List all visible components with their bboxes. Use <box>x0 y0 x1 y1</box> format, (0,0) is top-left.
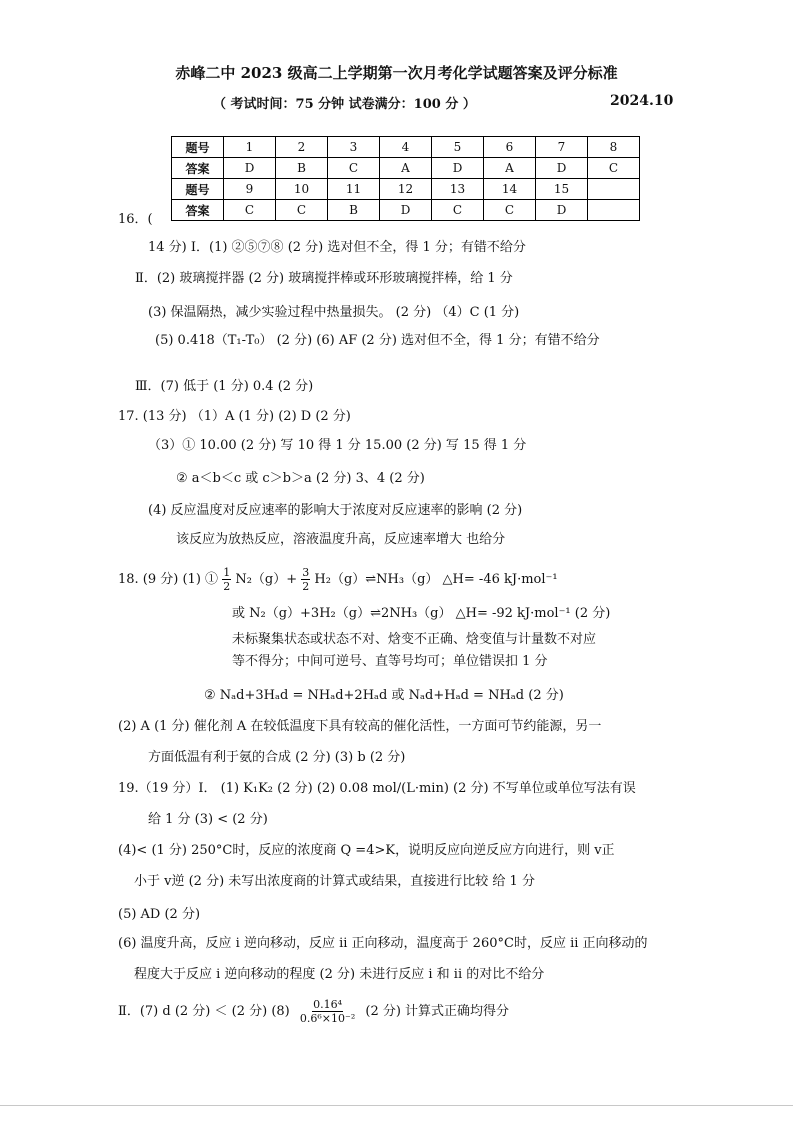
table-cell: D <box>536 200 588 221</box>
table-cell: C <box>588 158 640 179</box>
table-row <box>172 137 640 158</box>
table-cell: C <box>224 200 276 221</box>
table-cell: 9 <box>224 179 276 200</box>
q19-line-2: 给 1 分 (3) < (2 分) <box>148 812 268 827</box>
q16-line-3: (3) 保温隔热，减少实验过程中热量损失。 (2 分) （4）C (1 分) <box>148 305 520 320</box>
table-header-cell: 题号 <box>172 179 224 200</box>
table-cell: 15 <box>536 179 588 200</box>
q19-line-1: 19.（19 分）Ⅰ． (1) K₁K₂ (2 分) (2) 0.08 mol/(L·min) (2 分) 不写单位或单位写法有误 <box>118 781 636 796</box>
q18-note-2: 等不得分；中间可逆号、直等号均可；单位错误扣 1 分 <box>232 654 548 669</box>
q18-line-3: (2) A (1 分) 催化剂 A 在较低温度下具有较高的催化活性，一方面可节约能源，另一 <box>118 719 602 734</box>
q19-line-8-a: Ⅱ．(7) d (2 分) ＜ (2 分) (8) <box>118 1004 290 1019</box>
table-header-cell: 题号 <box>172 137 224 158</box>
q17-line-3: ② a＜b＜c 或 c＞b＞a (2 分) 3、4 (2 分) <box>176 471 425 486</box>
table-cell: D <box>536 158 588 179</box>
q16-line-4: (5) 0.418（T₁-T₀） (2 分) (6) AF (2 分) 选对但不全，得 1 分；有错不给分 <box>155 333 600 348</box>
table-cell: 14 <box>484 179 536 200</box>
q16-line-1: 14 分) I．(1) ②⑤⑦⑧ (2 分) 选对但不全，得 1 分；有错不给分 <box>148 240 526 255</box>
exam-info: （ 考试时间：75 分钟 试卷满分：100 分 ） <box>213 97 476 112</box>
table-cell: 13 <box>432 179 484 200</box>
q18-equation-1 <box>118 562 558 598</box>
table-header-cell: 答案 <box>172 158 224 179</box>
exam-date: 2024.10 <box>610 93 674 109</box>
table-cell: B <box>276 158 328 179</box>
table-header-cell: 答案 <box>172 200 224 221</box>
table-cell: A <box>380 158 432 179</box>
answer-table <box>171 136 640 221</box>
q18-eq1-mid: N₂（g）+ <box>235 572 298 587</box>
table-cell: 3 <box>328 137 380 158</box>
table-cell <box>588 179 640 200</box>
q19-line-3: (4)< (1 分) 250°C时，反应的浓度商 Q =4>K，说明反应向逆反应方向进行，则 v正 <box>118 843 615 858</box>
fraction <box>301 567 310 592</box>
fraction-denominator: 2 <box>223 580 231 593</box>
table-cell: 4 <box>380 137 432 158</box>
q16-number: 16．( <box>118 212 153 227</box>
table-row <box>172 179 640 200</box>
q17-line-1: 17. (13 分) （1）A (1 分) (2) D (2 分) <box>118 409 351 424</box>
table-cell: D <box>224 158 276 179</box>
table-cell: 5 <box>432 137 484 158</box>
table-cell: C <box>276 200 328 221</box>
table-row <box>172 200 640 221</box>
table-cell: A <box>484 158 536 179</box>
q18-eq1-tail: H₂（g）⇌NH₃（g） △H= -46 kJ·mol⁻¹ <box>314 572 558 587</box>
q19-line-4: 小于 v逆 (2 分) 未写出浓度商的计算式或结果，直接进行比较 给 1 分 <box>134 874 535 889</box>
table-cell: C <box>432 200 484 221</box>
q16-line-2: Ⅱ．(2) 玻璃搅拌器 (2 分) 玻璃搅拌棒或环形玻璃搅拌棒，给 1 分 <box>135 271 513 286</box>
fraction-numerator: 3 <box>302 566 310 579</box>
table-cell: 1 <box>224 137 276 158</box>
fraction <box>222 567 231 592</box>
fraction-numerator: 1 <box>223 566 231 579</box>
table-cell: C <box>484 200 536 221</box>
table-cell: 8 <box>588 137 640 158</box>
fraction-denominator: 0.6⁶×10⁻² <box>299 1012 356 1025</box>
table-cell: B <box>328 200 380 221</box>
q17-line-5: 该反应为放热反应，溶液温度升高，反应速率增大 也给分 <box>176 532 506 547</box>
q18-line-2: ② Nₐd+3Hₐd = NHₐd+2Hₐd 或 Nₐd+Hₐd = NHₐd (2 分) <box>204 688 564 703</box>
table-cell: D <box>380 200 432 221</box>
table-row <box>172 158 640 179</box>
fraction-numerator: 0.16⁴ <box>313 998 343 1011</box>
table-cell: 2 <box>276 137 328 158</box>
q19-line-8-b: (2 分) 计算式正确均得分 <box>365 1004 510 1019</box>
q18-note-1: 未标聚集状态或状态不对、焓变不正确、焓变值与计量数不对应 <box>232 632 597 647</box>
page-bottom-divider <box>0 1105 793 1106</box>
table-cell: 10 <box>276 179 328 200</box>
q19-line-5: (5) AD (2 分) <box>118 907 201 922</box>
q18-equation-2: 或 N₂（g）+3H₂（g）⇌2NH₃（g） △H= -92 kJ·mol⁻¹ (2 分) <box>232 606 611 621</box>
q19-line-6: (6) 温度升高，反应 i 逆向移动，反应 ii 正向移动，温度高于 260°C时，反应 ii 正向移动的 <box>118 936 648 951</box>
q17-line-2: （3）① 10.00 (2 分) 写 10 得 1 分 15.00 (2 分) 写 15 得 1 分 <box>148 438 527 453</box>
table-cell: 6 <box>484 137 536 158</box>
table-cell <box>588 200 640 221</box>
q19-line-7: 程度大于反应 i 逆向移动的程度 (2 分) 未进行反应 i 和 ii 的对比不给分 <box>134 967 545 982</box>
fraction <box>300 999 355 1024</box>
table-cell: C <box>328 158 380 179</box>
q16-line-5: Ⅲ．(7) 低于 (1 分) 0.4 (2 分) <box>135 379 314 394</box>
q17-line-4: (4) 反应温度对反应速率的影响大于浓度对反应速率的影响 (2 分) <box>148 503 523 518</box>
q18-head: 18. (9 分) (1) ① <box>118 572 219 587</box>
table-cell: 7 <box>536 137 588 158</box>
table-cell: 12 <box>380 179 432 200</box>
q19-line-8 <box>118 996 509 1028</box>
fraction-denominator: 2 <box>302 580 310 593</box>
table-cell: 11 <box>328 179 380 200</box>
page-title: 赤峰二中 2023 级高二上学期第一次月考化学试题答案及评分标准 <box>175 64 618 82</box>
table-cell: D <box>432 158 484 179</box>
q18-line-4: 方面低温有利于氨的合成 (2 分) (3) b (2 分) <box>148 750 406 765</box>
